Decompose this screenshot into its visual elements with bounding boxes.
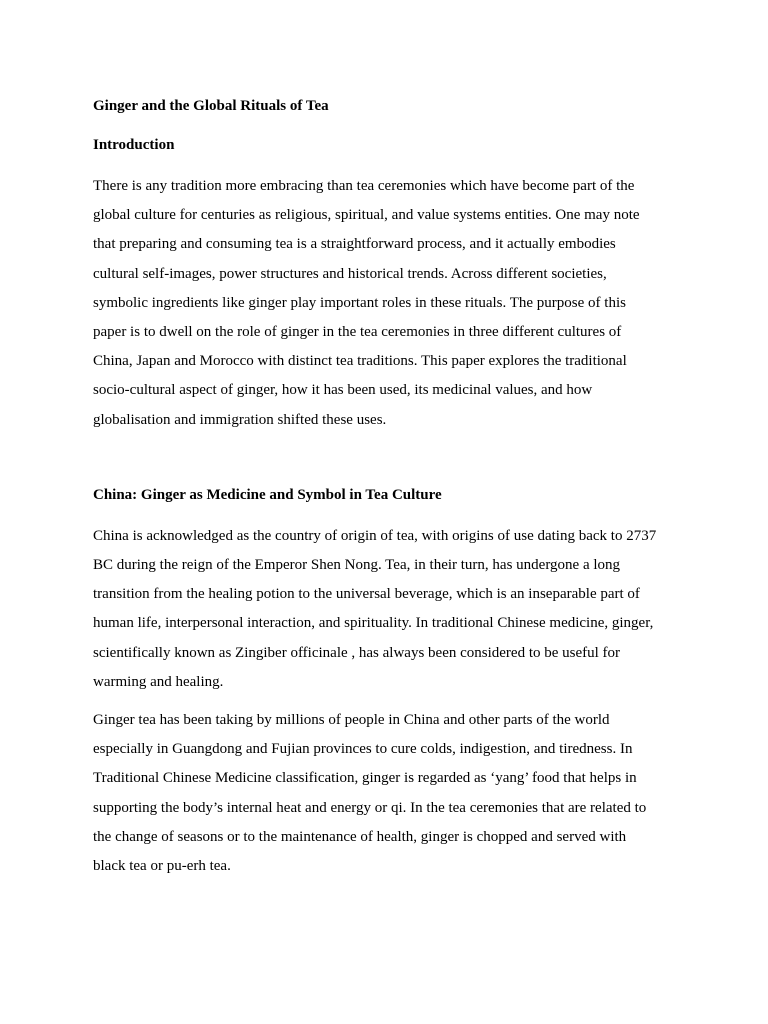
text-line: paper is to dwell on the role of ginger in the tea ceremonies in three different cultures of xyxy=(93,324,622,341)
text-line: scientifically known as Zingiber officinale , has always been considered to be useful for xyxy=(93,644,621,661)
text-line: global culture for centuries as religious, spiritual, and value systems entities. One may note xyxy=(93,207,640,224)
text-line: the change of seasons or to the maintenance of health, ginger is chopped and served with xyxy=(93,828,627,845)
text-line: China is acknowledged as the country of origin of tea, with origins of use dating back to 2737 xyxy=(93,527,657,544)
paragraph-china-ginger-tea xyxy=(93,706,678,881)
text-line: globalisation and immigration shifted these uses. xyxy=(93,411,387,428)
text-line: cultural self-images, power structures and historical trends. Across different societies, xyxy=(93,265,607,282)
text-line: China, Japan and Morocco with distinct tea traditions. This paper explores the traditional xyxy=(93,353,627,370)
paragraph-china-origins xyxy=(93,522,678,697)
text-line: Ginger tea has been taking by millions of people in China and other parts of the world xyxy=(93,712,610,729)
text-line: human life, interpersonal interaction, and spirituality. In traditional Chinese medicine, ginger, xyxy=(93,615,654,632)
text-line: that preparing and consuming tea is a straightforward process, and it actually embodies xyxy=(93,236,616,253)
text-line: black tea or pu-erh tea. xyxy=(93,858,231,875)
text-line: supporting the body’s internal heat and energy or qi. In the tea ceremonies that are related to xyxy=(93,799,647,816)
paragraph-introduction xyxy=(93,172,678,435)
section-heading-china: China: Ginger as Medicine and Symbol in Tea Culture xyxy=(93,486,442,503)
text-line: Traditional Chinese Medicine classification, ginger is regarded as ‘yang’ food that helps in xyxy=(93,770,637,787)
document-body xyxy=(93,96,678,881)
text-line: transition from the healing potion to the universal beverage, which is an inseparable part of xyxy=(93,586,640,603)
text-line: warming and healing. xyxy=(93,673,224,690)
text-line: BC during the reign of the Emperor Shen Nong. Tea, in their turn, has undergone a long xyxy=(93,557,621,574)
document-title: Ginger and the Global Rituals of Tea xyxy=(93,98,329,114)
text-line: symbolic ingredients like ginger play important roles in these rituals. The purpose of this xyxy=(93,294,626,311)
text-line: There is any tradition more embracing than tea ceremonies which have become part of the xyxy=(93,178,635,194)
section-heading-introduction: Introduction xyxy=(93,137,175,153)
text-line: socio-cultural aspect of ginger, how it has been used, its medicinal values, and how xyxy=(93,382,593,399)
text-line: especially in Guangdong and Fujian provinces to cure colds, indigestion, and tiredness. In xyxy=(93,741,633,758)
